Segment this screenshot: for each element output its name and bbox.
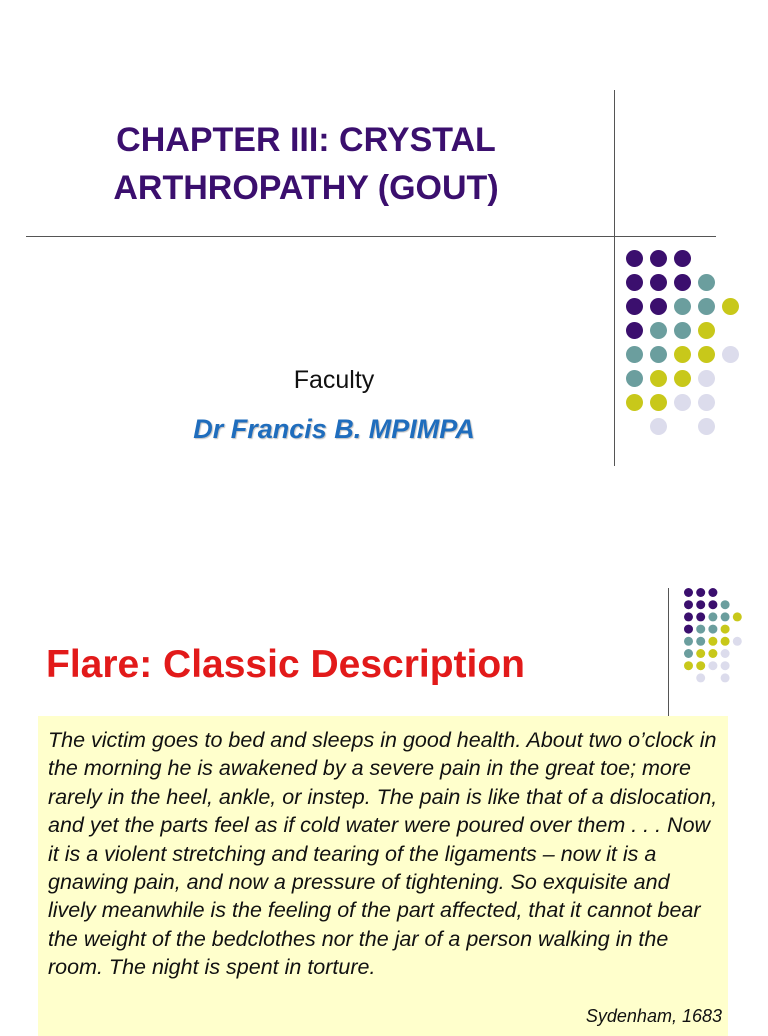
decorative-dot — [696, 588, 705, 597]
decorative-dot — [650, 394, 667, 411]
decorative-dot — [708, 637, 717, 646]
decorative-dot — [721, 649, 730, 658]
horizontal-divider — [26, 236, 716, 237]
decorative-dot — [698, 298, 715, 315]
decorative-dot — [650, 250, 667, 267]
decorative-dot — [698, 370, 715, 387]
decorative-dot — [674, 250, 691, 267]
slide-flare — [0, 560, 768, 1024]
decorative-dot — [696, 661, 705, 670]
decorative-dot — [696, 625, 705, 634]
faculty-label: Faculty — [293, 366, 375, 394]
decorative-dot — [708, 661, 717, 670]
decorative-dot — [674, 370, 691, 387]
decorative-dot — [722, 346, 739, 363]
decorative-dot — [721, 661, 730, 670]
decorative-dot — [650, 274, 667, 291]
decorative-dot — [698, 346, 715, 363]
vertical-divider — [614, 90, 615, 466]
decorative-dot — [684, 637, 693, 646]
quote-text: The victim goes to bed and sleeps in good health. About two o’clock in the morning he is awakened by a severe pain in the great toe; more rarely in the heel, ankle, or instep. The pain is like that of a dislocation, and yet the parts feel as if cold water were poured over them . . . Now it is a violent stretching and tearing of the ligaments – now it is a gnawing pain, and now a pressure of tightening. So exquisite and lively meanwhile is the feeling of the part affected, that it cannot bear the weight of the bedclothes nor the jar of a person walking in the room. The night is spent in torture. — [48, 728, 718, 980]
decorative-dot — [626, 250, 643, 267]
decorative-dot — [684, 661, 693, 670]
decorative-dot — [650, 346, 667, 363]
decorative-dot — [684, 600, 693, 609]
decorative-dot — [721, 637, 730, 646]
slide-heading: Flare: Classic Description — [46, 643, 526, 686]
decorative-dot — [674, 322, 691, 339]
decorative-dot — [698, 418, 715, 435]
decorative-dot — [722, 298, 739, 315]
decorative-dot — [626, 322, 643, 339]
chapter-title — [0, 116, 612, 212]
decorative-dot — [698, 322, 715, 339]
chapter-title-line-2: ARTHROPATHY (GOUT) — [113, 169, 499, 207]
decorative-dot — [626, 274, 643, 291]
quote-box — [38, 716, 728, 1036]
decorative-dot — [626, 298, 643, 315]
decorative-dot — [698, 274, 715, 291]
decorative-dot — [674, 346, 691, 363]
chapter-title-line-1: CHAPTER III: CRYSTAL — [116, 121, 496, 159]
author-name: Dr Francis B. MPIMPA — [193, 414, 475, 444]
decorative-dot — [721, 625, 730, 634]
decorative-dot — [684, 612, 693, 621]
decorative-dot — [708, 600, 717, 609]
decorative-dot — [733, 612, 742, 621]
decorative-dot — [696, 612, 705, 621]
decorative-dot — [708, 588, 717, 597]
decorative-dot — [696, 673, 705, 682]
decorative-dot — [684, 649, 693, 658]
vertical-divider-small — [668, 588, 669, 716]
decorative-dot — [696, 637, 705, 646]
decorative-dot — [674, 298, 691, 315]
decorative-dot — [721, 673, 730, 682]
decorative-dot — [721, 600, 730, 609]
decorative-dot — [708, 649, 717, 658]
decorative-dot — [696, 649, 705, 658]
decorative-dot — [696, 600, 705, 609]
decorative-dot — [674, 274, 691, 291]
decorative-dot — [626, 394, 643, 411]
decorative-dot — [650, 298, 667, 315]
decorative-dot — [650, 322, 667, 339]
decorative-dot-grid — [626, 250, 746, 440]
decorative-dot-grid-small — [684, 588, 764, 698]
decorative-dot — [708, 625, 717, 634]
decorative-dot — [626, 346, 643, 363]
quote-citation: Sydenham, 1683 — [585, 1006, 722, 1026]
decorative-dot — [684, 588, 693, 597]
decorative-dot — [684, 625, 693, 634]
decorative-dot — [733, 637, 742, 646]
decorative-dot — [708, 612, 717, 621]
decorative-dot — [721, 612, 730, 621]
decorative-dot — [674, 394, 691, 411]
decorative-dot — [698, 394, 715, 411]
